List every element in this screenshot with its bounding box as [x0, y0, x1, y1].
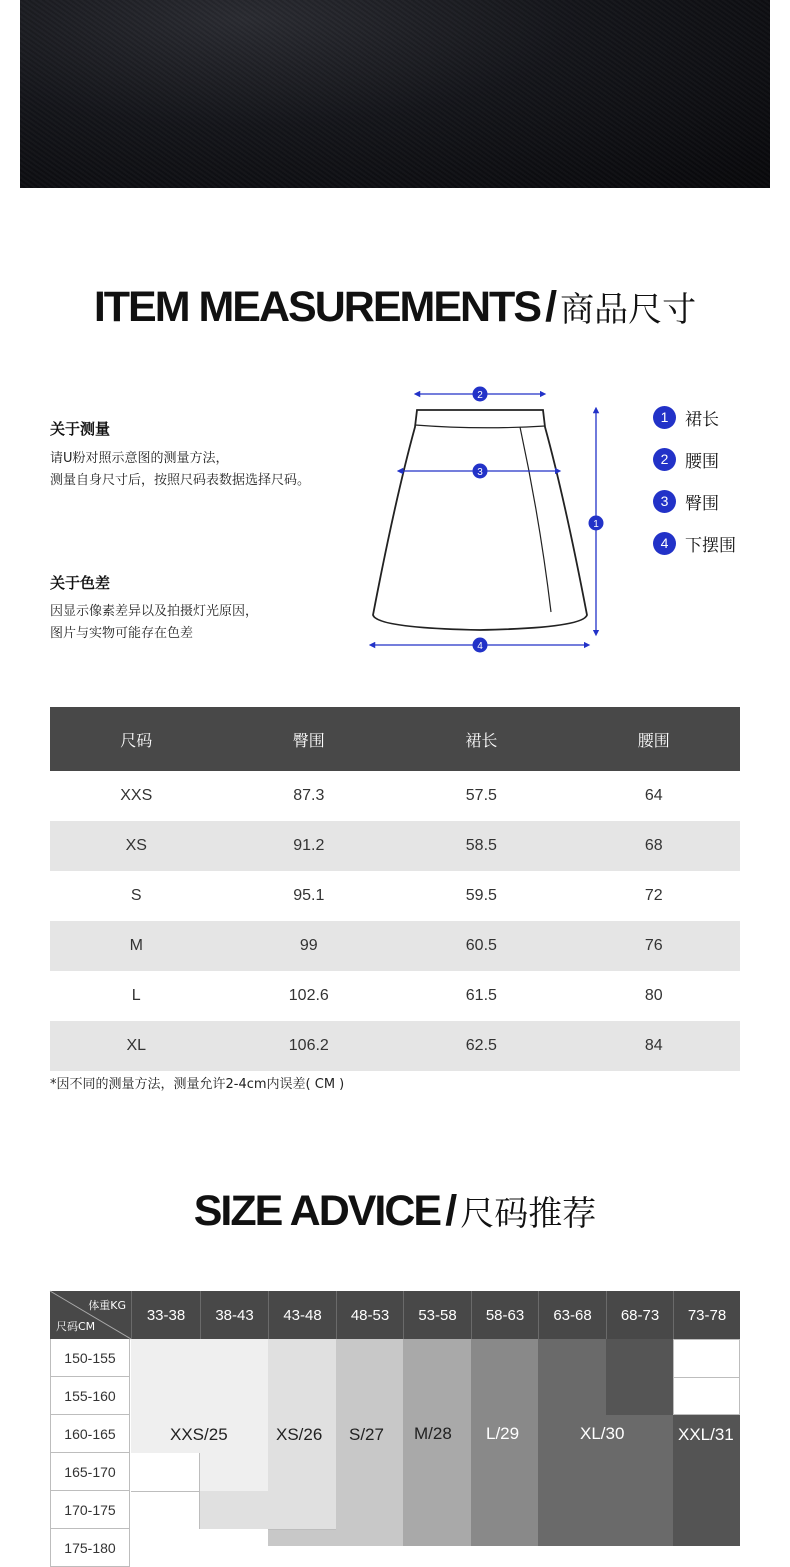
- measurements-title-en: ITEM MEASUREMENTS: [93, 283, 541, 331]
- table-cell: 72: [644, 887, 663, 904]
- svg-text:2: 2: [477, 390, 483, 401]
- table-cell: XL: [50, 1021, 223, 1071]
- measure-note-line: 测量自身尺寸后，按照尺码表数据选择尺码。: [50, 473, 311, 488]
- table-row: [50, 1021, 740, 1071]
- table-cell: M: [50, 921, 223, 971]
- measure-note-line: 请U粉对照示意图的测量方法，: [50, 451, 229, 466]
- table-cell: XS: [50, 821, 223, 871]
- table-cell: 87.3: [293, 787, 325, 804]
- table-cell: 68: [568, 821, 740, 871]
- table-row: [50, 971, 740, 1021]
- weight-header: 38-43: [200, 1291, 268, 1339]
- height-label: 170-175: [50, 1491, 130, 1529]
- size-block-xxs: [200, 1453, 268, 1491]
- table-cell: 80: [644, 987, 663, 1004]
- height-label: 175-180: [50, 1529, 130, 1567]
- svg-text:3: 3: [477, 467, 483, 478]
- measurements-title: [0, 282, 790, 332]
- measurement-footnote: *因不同的测量方法，测量允许2-4cm内误差( CM ): [50, 1077, 345, 1092]
- measurement-table: [50, 707, 740, 1071]
- size-label-xxl: XXL/31: [678, 1425, 734, 1444]
- col-header-size: 尺码: [50, 707, 223, 771]
- col-header-hip: 臀围: [223, 707, 396, 771]
- corner-height-label: 尺码CM: [56, 1320, 96, 1333]
- weight-header: 58-63: [471, 1291, 538, 1339]
- svg-text:4: 4: [477, 641, 483, 652]
- marker-2: [473, 387, 488, 402]
- fabric-photo: [20, 0, 770, 188]
- height-label: 160-165: [50, 1415, 130, 1453]
- weight-header: 43-48: [268, 1291, 336, 1339]
- color-note-text: [50, 601, 258, 645]
- measurement-legend: [653, 396, 736, 564]
- weight-header: 63-68: [538, 1291, 606, 1339]
- legend-label: 下摆围: [685, 535, 736, 556]
- legend-item-length: [653, 396, 736, 438]
- table-cell: 57.5: [465, 787, 497, 804]
- legend-number: 3: [653, 490, 676, 513]
- table-cell: 59.5: [465, 887, 497, 904]
- size-advice-title-en: SIZE ADVICE: [193, 1187, 441, 1235]
- table-cell: 64: [644, 787, 663, 804]
- table-cell: L: [131, 987, 141, 1004]
- table-cell: 99: [223, 921, 396, 971]
- color-note-line: 因显示像素差异以及拍摄灯光原因，: [50, 604, 259, 619]
- legend-number: 2: [653, 448, 676, 471]
- marker-1: [589, 516, 604, 531]
- marker-3: [473, 464, 488, 479]
- table-row: [50, 921, 740, 971]
- size-label-s: S/27: [349, 1425, 384, 1444]
- legend-item-hem: [653, 522, 736, 564]
- legend-label: 裙长: [685, 409, 719, 430]
- height-label: 150-155: [50, 1339, 130, 1377]
- skirt-diagram: [355, 380, 615, 660]
- size-block-xs: [200, 1491, 336, 1529]
- table-cell: 106.2: [223, 1021, 396, 1071]
- weight-header: 53-58: [403, 1291, 471, 1339]
- table-cell: S: [130, 887, 142, 904]
- table-row: [50, 871, 740, 921]
- height-label: 165-170: [50, 1453, 130, 1491]
- size-label-m: M/28: [414, 1424, 452, 1443]
- title-slash: /: [445, 1187, 456, 1235]
- table-row: [50, 771, 740, 821]
- table-cell: 102.6: [288, 987, 329, 1004]
- table-cell: XXS: [120, 787, 153, 804]
- weight-header: 48-53: [336, 1291, 403, 1339]
- empty-cell: [131, 1529, 268, 1546]
- weight-header: 33-38: [131, 1291, 200, 1339]
- table-cell: 61.5: [465, 987, 497, 1004]
- title-slash: /: [545, 283, 556, 331]
- table-row: [50, 821, 740, 871]
- table-cell: 62.5: [395, 1021, 568, 1071]
- col-header-length: 裙长: [395, 707, 568, 771]
- size-block-xl-upper: [606, 1339, 673, 1415]
- size-block-xs: [268, 1339, 336, 1491]
- size-label-xs: XS/26: [276, 1425, 323, 1444]
- legend-label: 臀围: [685, 493, 719, 514]
- table-cell: 58.5: [395, 821, 568, 871]
- weight-header: 68-73: [606, 1291, 673, 1339]
- table-cell: 95.1: [293, 887, 325, 904]
- skirt-outline: [373, 410, 587, 630]
- size-advice-table: [50, 1291, 740, 1556]
- measurements-title-cn: 商品尺寸: [560, 290, 697, 330]
- size-advice-title: [0, 1186, 790, 1236]
- table-header-row: [50, 707, 740, 771]
- legend-item-hip: [653, 480, 736, 522]
- color-note-line: 图片与实物可能存在色差: [50, 626, 194, 641]
- corner-header-cell: [50, 1291, 131, 1339]
- weight-header: 73-78: [673, 1291, 740, 1339]
- table-cell: 91.2: [223, 821, 396, 871]
- table-cell: 84: [568, 1021, 740, 1071]
- grid-line: [131, 1491, 200, 1492]
- height-label: 155-160: [50, 1377, 130, 1415]
- corner-weight-label: 体重KG: [88, 1299, 126, 1312]
- size-label-xxs: XXS/25: [170, 1425, 228, 1444]
- size-label-xl: XL/30: [580, 1424, 625, 1443]
- size-block-s: [268, 1529, 336, 1546]
- legend-number: 4: [653, 532, 676, 555]
- legend-label: 腰围: [685, 451, 719, 472]
- legend-number: 1: [653, 406, 676, 429]
- col-header-waist: 腰围: [568, 707, 740, 771]
- measure-note-heading: 关于测量: [50, 420, 111, 438]
- svg-text:1: 1: [593, 519, 599, 530]
- marker-4: [473, 638, 488, 653]
- size-label-l: L/29: [486, 1424, 520, 1443]
- grid-line: [673, 1377, 740, 1378]
- color-note-heading: 关于色差: [50, 574, 111, 592]
- table-cell: 60.5: [395, 921, 568, 971]
- legend-item-waist: [653, 438, 736, 480]
- size-advice-title-cn: 尺码推荐: [460, 1194, 597, 1234]
- table-cell: 76: [568, 921, 740, 971]
- measure-note-text: [50, 448, 310, 492]
